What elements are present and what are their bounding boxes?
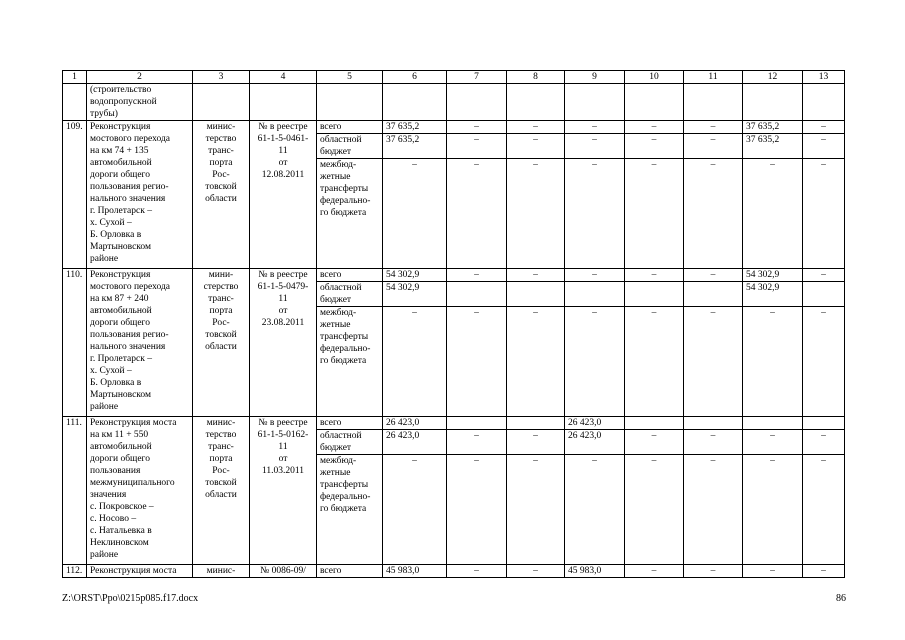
value-cell: [565, 282, 625, 307]
value-cell: –: [684, 159, 743, 269]
funding-source-cell: межбюд- жетные трансферты федерально- го бюджета: [317, 455, 383, 565]
value-cell: [447, 417, 507, 430]
value-cell: –: [565, 269, 625, 282]
table-row: [63, 121, 845, 134]
file-path: Z:\ORST\Ppo\0215p085.f17.docx: [62, 593, 199, 604]
table-row: [63, 269, 845, 282]
column-header: 3: [193, 71, 250, 84]
value-cell: –: [684, 269, 743, 282]
value-cell: –: [447, 121, 507, 134]
value-cell: 37 635,2: [743, 121, 803, 134]
value-cell: –: [684, 121, 743, 134]
value-cell: –: [684, 307, 743, 417]
value-cell: –: [507, 430, 565, 455]
value-cell: [507, 282, 565, 307]
empty-cell: [317, 84, 383, 121]
column-header: 12: [743, 71, 803, 84]
object-name-cell: Реконструкция мостового перехода на км 74 + 135 автомобильной дороги общего пользования регио- нального значения г. Пролетарск – х. Сухой – Б. Орловка в Мартыновском районе: [87, 121, 193, 269]
funding-source-cell: всего: [317, 417, 383, 430]
value-cell: –: [803, 565, 845, 578]
row-number-cell: [63, 84, 87, 121]
value-cell: –: [625, 269, 684, 282]
organization-cell: мини- стерство транс- порта Рос- товской области: [193, 269, 250, 417]
table-row-partial: [63, 565, 845, 578]
value-cell: –: [625, 307, 684, 417]
page-number: 86: [836, 593, 846, 604]
value-cell: –: [625, 121, 684, 134]
value-cell: 54 302,9: [383, 282, 447, 307]
organization-cell: минис- терство транс- порта Рос- товской области: [193, 417, 250, 565]
value-cell: –: [684, 565, 743, 578]
funding-source-cell: межбюд- жетные трансферты федерально- го бюджета: [317, 307, 383, 417]
value-cell: –: [803, 134, 845, 159]
row-number-cell: 111.: [63, 417, 87, 565]
value-cell: –: [803, 455, 845, 565]
column-header: 2: [87, 71, 193, 84]
value-cell: [625, 282, 684, 307]
column-header: 9: [565, 71, 625, 84]
value-cell: [447, 282, 507, 307]
value-cell: –: [565, 159, 625, 269]
value-cell: –: [447, 269, 507, 282]
value-cell: –: [743, 455, 803, 565]
value-cell: 37 635,2: [383, 134, 447, 159]
value-cell: [507, 417, 565, 430]
value-cell: –: [565, 121, 625, 134]
value-cell: –: [507, 269, 565, 282]
column-header: 6: [383, 71, 447, 84]
value-cell: –: [625, 159, 684, 269]
column-header: 13: [803, 71, 845, 84]
value-cell: [803, 282, 845, 307]
funding-source-cell: областной бюджет: [317, 282, 383, 307]
value-cell: –: [803, 121, 845, 134]
column-header: 1: [63, 71, 87, 84]
value-cell: –: [743, 307, 803, 417]
value-cell: –: [625, 565, 684, 578]
empty-cell: [743, 84, 803, 121]
organization-cell: минис- терство транс- порта Рос- товской области: [193, 121, 250, 269]
header-row: [63, 71, 845, 84]
column-header: 4: [250, 71, 317, 84]
value-cell: –: [684, 134, 743, 159]
partial-src-cell: всего: [317, 565, 383, 578]
registry-cell: № в реестре 61-1-5-0162- 11 от 11.03.2011: [250, 417, 317, 565]
value-cell: –: [383, 159, 447, 269]
budget-table: [62, 70, 845, 578]
value-cell: –: [447, 430, 507, 455]
value-cell: –: [447, 565, 507, 578]
value-cell: [803, 417, 845, 430]
value-cell: –: [383, 455, 447, 565]
value-cell: –: [507, 307, 565, 417]
value-cell: 26 423,0: [383, 430, 447, 455]
object-name-cell: (строительство водопропускной трубы): [87, 84, 193, 121]
value-cell: –: [803, 430, 845, 455]
value-cell: –: [447, 159, 507, 269]
value-cell: –: [507, 121, 565, 134]
column-header: 10: [625, 71, 684, 84]
registry-cell: № в реестре 61-1-5-0461- 11 от 12.08.2011: [250, 121, 317, 269]
funding-source-cell: областной бюджет: [317, 430, 383, 455]
partial-name-cell: Реконструкция моста: [87, 565, 193, 578]
value-cell: –: [507, 134, 565, 159]
value-cell: –: [803, 307, 845, 417]
value-cell: –: [447, 307, 507, 417]
value-cell: –: [625, 455, 684, 565]
value-cell: –: [507, 159, 565, 269]
table-row: [63, 417, 845, 430]
empty-cell: [447, 84, 507, 121]
value-cell: –: [565, 134, 625, 159]
value-cell: –: [565, 307, 625, 417]
value-cell: [684, 282, 743, 307]
value-cell: –: [684, 455, 743, 565]
empty-cell: [803, 84, 845, 121]
value-cell: 26 423,0: [565, 430, 625, 455]
column-header: 8: [507, 71, 565, 84]
value-cell: 54 302,9: [743, 269, 803, 282]
partial-num-cell: 112.: [63, 565, 87, 578]
value-cell: –: [803, 269, 845, 282]
value-cell: –: [625, 134, 684, 159]
partial-reg-cell: № 0086-09/: [250, 565, 317, 578]
funding-source-cell: всего: [317, 269, 383, 282]
value-cell: –: [803, 159, 845, 269]
partial-org-cell: минис-: [193, 565, 250, 578]
value-cell: –: [743, 159, 803, 269]
empty-cell: [565, 84, 625, 121]
value-cell: –: [447, 455, 507, 565]
column-header: 11: [684, 71, 743, 84]
funding-source-cell: межбюд- жетные трансферты федерально- го бюджета: [317, 159, 383, 269]
value-cell: [684, 417, 743, 430]
value-cell: 37 635,2: [743, 134, 803, 159]
value-cell: –: [507, 455, 565, 565]
value-cell: –: [507, 565, 565, 578]
row-number-cell: 110.: [63, 269, 87, 417]
empty-cell: [383, 84, 447, 121]
value-cell: –: [743, 565, 803, 578]
value-cell: 45 983,0: [383, 565, 447, 578]
object-name-cell: Реконструкция мостового перехода на км 87 + 240 автомобильной дороги общего пользования регио- нального значения г. Пролетарск – х. Сухой – Б. Орловка в Мартыновском районе: [87, 269, 193, 417]
column-header: 5: [317, 71, 383, 84]
value-cell: [743, 417, 803, 430]
value-cell: –: [447, 134, 507, 159]
column-header: 7: [447, 71, 507, 84]
value-cell: –: [743, 430, 803, 455]
value-cell: 26 423,0: [565, 417, 625, 430]
empty-cell: [250, 84, 317, 121]
funding-source-cell: всего: [317, 121, 383, 134]
value-cell: 37 635,2: [383, 121, 447, 134]
value-cell: –: [684, 430, 743, 455]
continuation-row: [63, 84, 845, 121]
object-name-cell: Реконструкция моста на км 11 + 550 автомобильной дороги общего пользования межмуниципального значения с. Покровское – с. Носово – с. Натальевка в Неклиновском районе: [87, 417, 193, 565]
registry-cell: № в реестре 61-1-5-0479- 11 от 23.08.2011: [250, 269, 317, 417]
empty-cell: [507, 84, 565, 121]
value-cell: –: [565, 455, 625, 565]
value-cell: 26 423,0: [383, 417, 447, 430]
value-cell: [625, 417, 684, 430]
row-number-cell: 109.: [63, 121, 87, 269]
empty-cell: [625, 84, 684, 121]
value-cell: –: [383, 307, 447, 417]
value-cell: 54 302,9: [743, 282, 803, 307]
funding-source-cell: областной бюджет: [317, 134, 383, 159]
value-cell: 45 983,0: [565, 565, 625, 578]
empty-cell: [193, 84, 250, 121]
empty-cell: [684, 84, 743, 121]
value-cell: 54 302,9: [383, 269, 447, 282]
value-cell: –: [625, 430, 684, 455]
